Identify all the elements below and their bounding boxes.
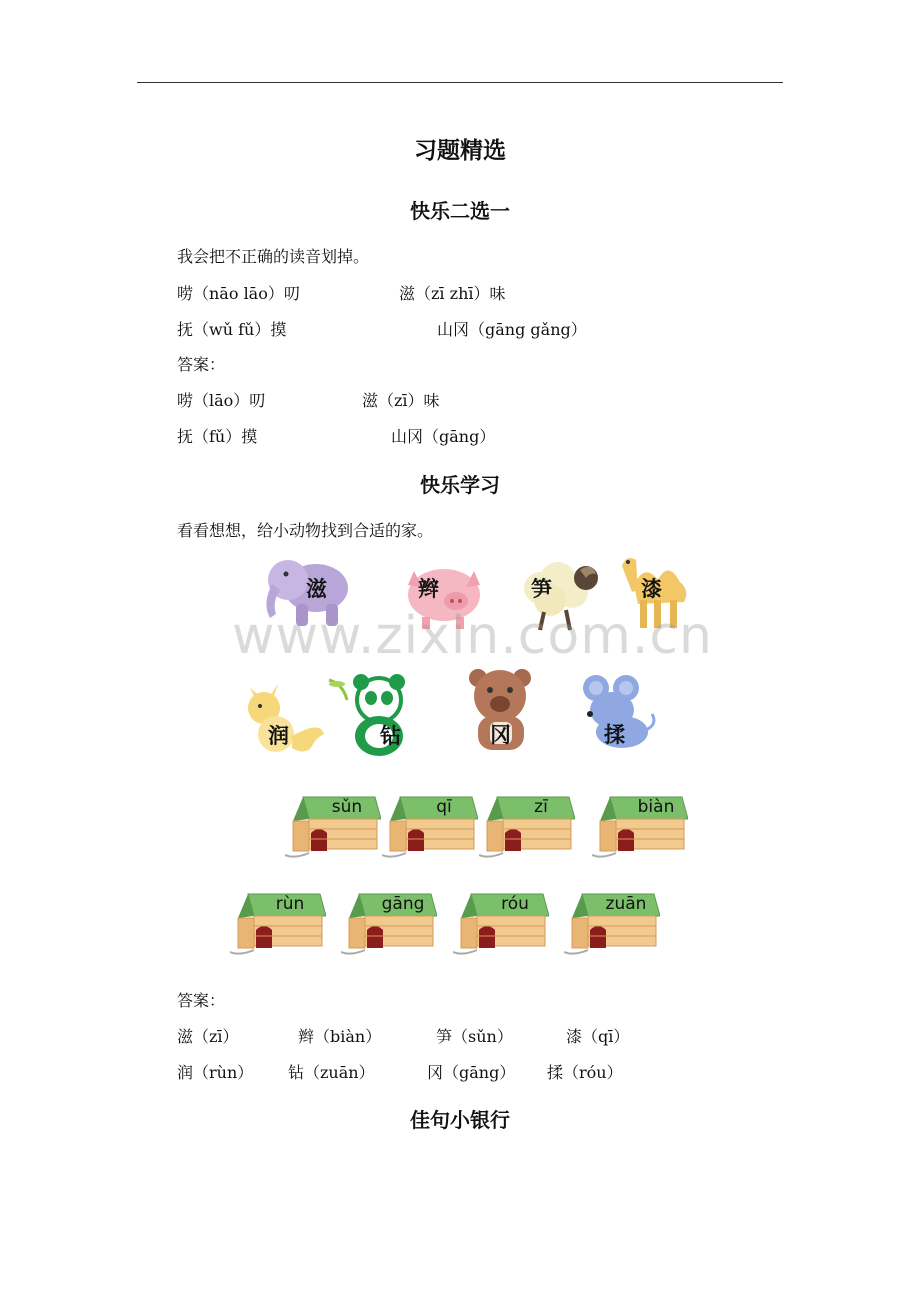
house-card <box>564 890 660 960</box>
fox-icon <box>236 674 336 764</box>
page-title: 习题精选 <box>414 138 506 164</box>
house-pinyin: gāng <box>381 894 425 914</box>
house-card <box>382 793 478 863</box>
house-pinyin: biàn <box>637 797 675 817</box>
bear-card <box>462 664 562 754</box>
animal-char: 辫 <box>418 577 439 601</box>
answer-label: 答案： <box>177 991 226 1010</box>
answer-item: 山冈（gāng） <box>391 427 496 446</box>
answer-item: 润（rùn） <box>177 1063 254 1082</box>
house-pinyin: rùn <box>275 894 305 914</box>
answer-item: 辫（biàn） <box>298 1027 382 1046</box>
house-card <box>479 793 575 863</box>
animal-char: 揉 <box>604 723 625 747</box>
instruction-text: 看看想想，给小动物找到合适的家。 <box>177 521 434 540</box>
house-card <box>592 793 688 863</box>
animal-char: 钻 <box>380 724 401 748</box>
house-pinyin: zī <box>534 797 548 817</box>
section-heading-learn: 快乐学习 <box>420 473 500 497</box>
section-heading-choose: 快乐二选一 <box>410 199 510 223</box>
animal-char: 冈 <box>490 723 511 747</box>
panda-icon <box>323 670 423 760</box>
instruction-text: 我会把不正确的读音划掉。 <box>177 247 370 266</box>
question-item: 抚（wǔ fǔ）摸 <box>177 320 287 339</box>
animal-char: 润 <box>268 724 289 748</box>
section-heading-sentences: 佳句小银行 <box>410 1108 510 1132</box>
question-item: 唠（nāo lāo）叨 <box>177 284 300 303</box>
question-item: 滋（zī zhī）味 <box>399 284 506 303</box>
answer-label: 答案： <box>177 355 226 374</box>
house-card <box>453 890 549 960</box>
answer-item: 钻（zuān） <box>288 1063 375 1082</box>
answer-item: 冈（gāng） <box>427 1063 516 1082</box>
house-card <box>285 793 381 863</box>
house-pinyin: qī <box>436 797 452 817</box>
house-card <box>341 890 437 960</box>
header-rule <box>137 82 783 83</box>
answer-item: 滋（zī） <box>177 1027 239 1046</box>
house-card <box>230 890 326 960</box>
answer-item: 滋（zī）味 <box>362 391 440 410</box>
animal-char: 笋 <box>531 577 552 601</box>
house-pinyin: zuān <box>605 894 647 914</box>
panda-card <box>323 670 423 760</box>
answer-item: 抚（fǔ）摸 <box>177 427 258 446</box>
house-pinyin: róu <box>501 894 529 914</box>
animal-char: 滋 <box>306 577 327 601</box>
answer-item: 笋（sǔn） <box>436 1027 513 1046</box>
answer-item: 漆（qī） <box>566 1027 630 1046</box>
bear-icon <box>462 664 562 754</box>
answer-item: 唠（lāo）叨 <box>177 391 266 410</box>
house-pinyin: sǔn <box>331 797 363 817</box>
animal-char: 漆 <box>641 577 662 601</box>
fox-card <box>236 674 336 764</box>
answer-item: 揉（róu） <box>547 1063 623 1082</box>
watermark-text: www.zixin.com.cn <box>232 606 713 666</box>
question-item: 山冈（gāng gǎng） <box>437 320 587 339</box>
